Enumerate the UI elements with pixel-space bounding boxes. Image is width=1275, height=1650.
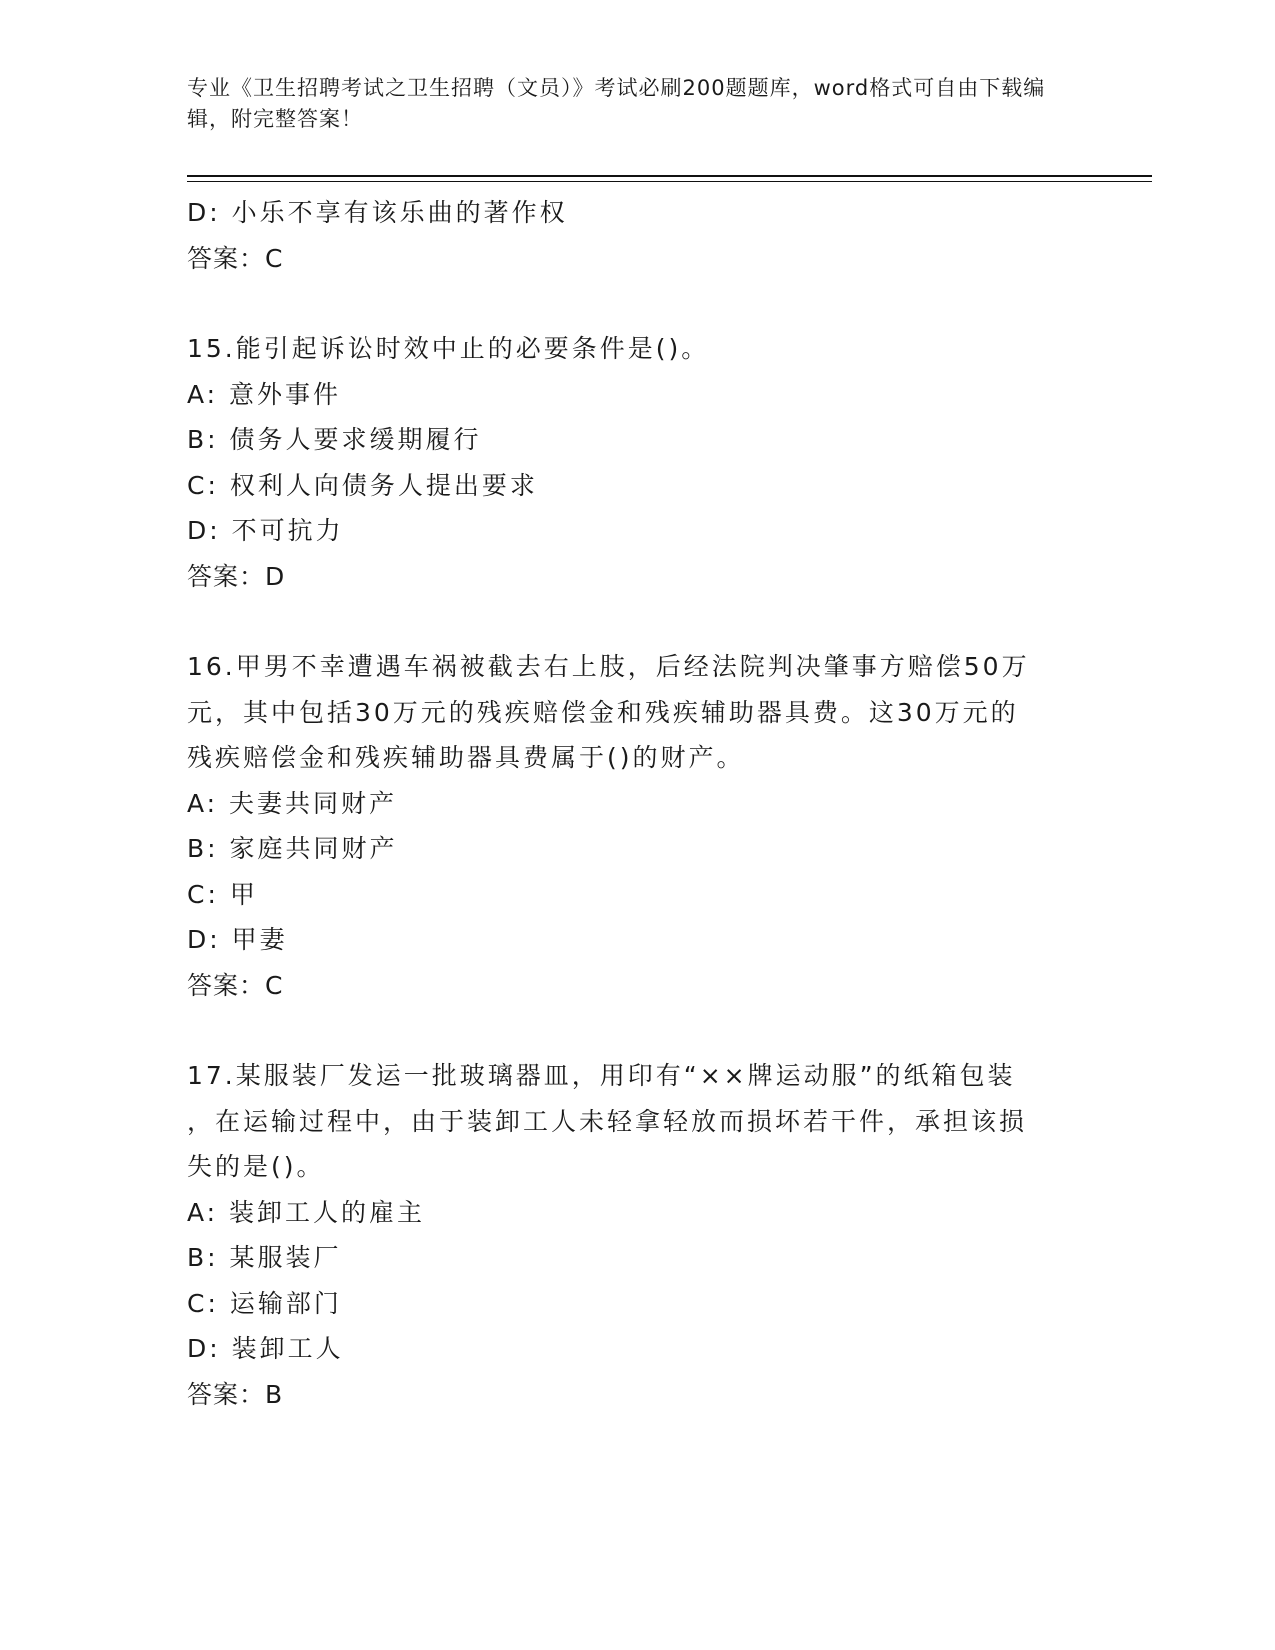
- option-c: C: 权利人向债务人提出要求: [187, 470, 538, 500]
- question-17: [187, 1053, 1087, 1417]
- question-stem-line: 16.甲男不幸遭遇车祸被截去右上肢，后经法院判决肇事方赔偿50万: [187, 652, 1030, 681]
- question-stem-line: ，在运输过程中，由于装卸工人未轻拿轻放而损坏若干件，承担该损: [187, 1106, 1028, 1136]
- prev-option-d: D: 小乐不享有该乐曲的著作权: [187, 198, 568, 227]
- question-stem-line: 17.某服装厂发运一批玻璃器皿，用印有“××牌运动服”的纸箱包装: [187, 1061, 1016, 1090]
- option-b: B: 债务人要求缓期履行: [187, 425, 482, 454]
- question-stem-line: 元，其中包括30万元的残疾赔偿金和残疾辅助器具费。这30万元的: [187, 697, 1019, 727]
- option-a: A: 装卸工人的雇主: [187, 1197, 426, 1227]
- spacer: [187, 1008, 1087, 1053]
- header-rule-thin: [187, 181, 1152, 182]
- option-b: B: 某服装厂: [187, 1243, 342, 1272]
- answer: 答案：C: [187, 970, 284, 1000]
- question-stem-line: 15.能引起诉讼时效中止的必要条件是()。: [187, 334, 710, 363]
- option-b: B: 家庭共同财产: [187, 834, 398, 863]
- spacer: [187, 599, 1087, 644]
- header-rule-thick: [187, 175, 1152, 177]
- option-c: C: 运输部门: [187, 1288, 342, 1318]
- answer: 答案：B: [187, 1379, 284, 1409]
- question-stem-line: 残疾赔偿金和残疾辅助器具费属于()的财产。: [187, 743, 745, 772]
- question-15: [187, 326, 1087, 599]
- answer: 答案：D: [187, 561, 286, 591]
- question-content: [187, 190, 1087, 1417]
- document-header: 专业《卫生招聘考试之卫生招聘（文员）》考试必刷200题题库，word格式可自由下载编辑，附完整答案！: [187, 76, 1046, 131]
- question-16: [187, 644, 1087, 1008]
- option-d: D: 装卸工人: [187, 1334, 344, 1363]
- spacer: [187, 281, 1087, 326]
- question-stem-line: 失的是()。: [187, 1152, 325, 1181]
- option-c: C: 甲: [187, 879, 258, 909]
- option-d: D: 甲妻: [187, 925, 288, 954]
- option-a: A: 夫妻共同财产: [187, 788, 398, 818]
- option-d: D: 不可抗力: [187, 516, 344, 545]
- prev-answer: 答案：C: [187, 243, 284, 273]
- option-a: A: 意外事件: [187, 379, 342, 409]
